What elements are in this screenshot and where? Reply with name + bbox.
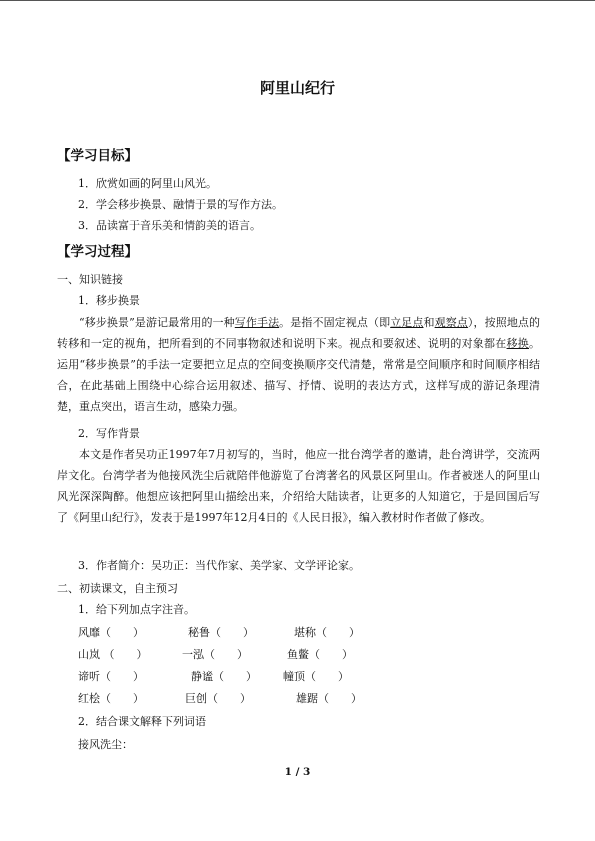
- pinyin-item: 一泓（ ）: [182, 648, 248, 661]
- goal-item: 1．欣赏如画的阿里山风光。: [78, 177, 217, 190]
- underlined-term: 移换: [506, 337, 530, 350]
- goal-item: 2．学会移步换景、融情于景的写作方法。: [78, 198, 283, 211]
- underlined-term: 观察点: [434, 316, 468, 329]
- pinyin-item: 静谧（ ）: [191, 670, 257, 683]
- subsection-heading: 1．给下列加点字注音。: [78, 603, 195, 616]
- goal-item: 3．品读富于音乐美和情韵美的语言。: [78, 219, 261, 232]
- paragraph-writing-background: 本文是作者吴功正1997年7月初写的，当时，他应一批台湾学者的邀请，赴台湾讲学，交流两岸文化。台湾学者为他接风洗尘后就陪伴他游览了台湾著名的风景区阿里山。作者被迷人的阿里山风光深深陶醉。他想应该把阿里山描绘出来，介绍给大陆读者，让更多的人知道它，于是回国后写了《阿里山纪行》，发表于是1997年12月4日的《人民日报》，编入教材时作者做了修改。: [57, 448, 540, 524]
- underlined-term: 写作手法: [234, 316, 280, 329]
- pinyin-item: 谛听（ ）: [78, 670, 144, 683]
- pinyin-item: 鱼鳖（ ）: [287, 648, 353, 661]
- pinyin-item: 风靡（ ）: [78, 626, 144, 639]
- underlined-term: 立足点: [390, 316, 424, 329]
- page-number: 1 / 3: [284, 766, 311, 778]
- section-heading: 一、知识链接: [57, 273, 123, 286]
- pinyin-item: 巨创（ ）: [185, 692, 251, 705]
- pinyin-item: 山岚 （ ）: [78, 648, 148, 661]
- subsection-heading: 2．写作背景: [78, 427, 140, 440]
- author-intro: 3．作者简介：吴功正：当代作家、美学家、文学评论家。: [78, 559, 360, 572]
- process-heading: 【学习过程】: [57, 244, 138, 260]
- pinyin-item: 红桧（ ）: [78, 692, 144, 705]
- pinyin-item: 雄踞（ ）: [296, 692, 362, 705]
- paragraph-移步换景: “移步换景”是游记最常用的一种写作手法。是指不固定视点（即立足点和观察点），按照地点的转移和一定的视角，把所看到的不同事物叙述和说明下来。视点和要叙述、说明的对象都在移换。运用“移步换景”的手法一定要把立足点的空间变换顺序交代清楚，常常是空间顺序和时间顺序相结合，在此基础上围绕中心综合运用叙述、描写、抒情、说明的表达方式，这样写成的游记条理清楚，重点突出，语言生动，感染力强。: [57, 316, 541, 413]
- subsection-heading: 2．结合课文解释下列词语: [78, 715, 206, 728]
- goals-heading: 【学习目标】: [57, 148, 138, 164]
- vocab-item: 接风洗尘：: [78, 738, 133, 751]
- pinyin-item: 秘鲁（ ）: [188, 626, 254, 639]
- header-rule: [0, 0, 595, 1]
- page-title: 阿里山纪行: [259, 79, 335, 97]
- section-heading: 二、初读课文，自主预习: [57, 582, 178, 595]
- subsection-heading: 1．移步换景: [78, 294, 140, 307]
- pinyin-item: 堪称（ ）: [294, 626, 360, 639]
- pinyin-item: 幢顶（ ）: [283, 670, 349, 683]
